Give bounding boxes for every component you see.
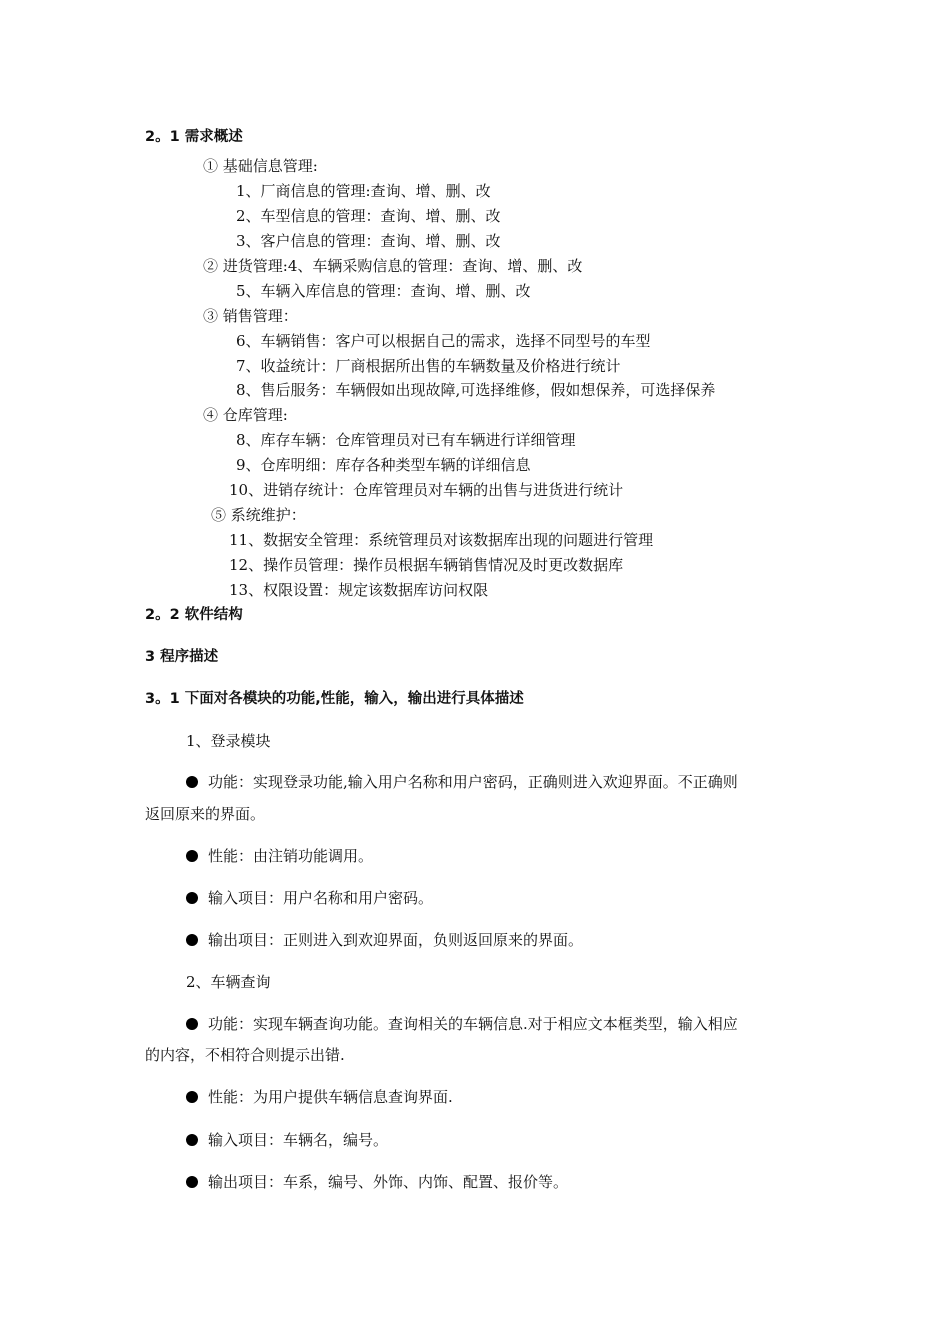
list-item: 3、客户信息的管理：查询、增、删、改	[236, 232, 501, 250]
list-item: 12、操作员管理：操作员根据车辆销售情况及时更改数据库	[229, 556, 624, 574]
bullet-icon	[186, 776, 198, 788]
paragraph-continuation: 返回原来的界面。	[145, 805, 266, 823]
bullet-function	[186, 1014, 738, 1034]
bullet-icon	[186, 1134, 198, 1146]
list-item: 2、车型信息的管理：查询、增、删、改	[236, 207, 501, 225]
group-sales: ③ 销售管理：	[203, 307, 298, 325]
bullet-icon	[186, 892, 198, 904]
section-heading-2-2: 2。2 软件结构	[145, 607, 243, 623]
list-item: 13、权限设置：规定该数据库访问权限	[229, 581, 489, 599]
bullet-performance	[186, 846, 373, 866]
bullet-text: 输入项目：用户名称和用户密码。	[208, 889, 434, 907]
bullet-text: 性能：由注销功能调用。	[208, 847, 374, 865]
bullet-text: 功能：实现车辆查询功能。查询相关的车辆信息.对于相应文本框类型，输入相应	[208, 1015, 738, 1033]
list-item: 5、车辆入库信息的管理：查询、增、删、改	[236, 282, 531, 300]
bullet-input	[186, 1130, 388, 1150]
section-heading-2-1: 2。1 需求概述	[145, 129, 243, 145]
list-item: 8、售后服务：车辆假如出现故障,可选择维修，假如想保养，可选择保养	[236, 381, 716, 399]
bullet-text: 性能：为用户提供车辆信息查询界面.	[208, 1088, 453, 1106]
bullet-text: 输出项目：正则进入到欢迎界面，负则返回原来的界面。	[208, 931, 584, 949]
section-heading-3-1: 3。1 下面对各模块的功能,性能，输入，输出进行具体描述	[145, 691, 524, 707]
bullet-performance	[186, 1087, 453, 1107]
bullet-text: 输入项目：车辆名，编号。	[208, 1131, 389, 1149]
group-purchase: ② 进货管理:4、车辆采购信息的管理：查询、增、删、改	[203, 257, 583, 275]
group-basic-info: ① 基础信息管理:	[203, 157, 318, 175]
list-item: 7、收益统计：厂商根据所出售的车辆数量及价格进行统计	[236, 357, 621, 375]
bullet-function	[186, 772, 738, 792]
bullet-input	[186, 888, 433, 908]
bullet-icon	[186, 850, 198, 862]
list-item: 9、仓库明细：库存各种类型车辆的详细信息	[236, 456, 531, 474]
bullet-icon	[186, 1018, 198, 1030]
paragraph-continuation: 的内容，不相符合则提示出错.	[145, 1046, 345, 1064]
group-maintenance: ⑤ 系统维护：	[211, 506, 306, 524]
bullet-icon	[186, 934, 198, 946]
bullet-text: 输出项目：车系，编号、外饰、内饰、配置、报价等。	[208, 1173, 569, 1191]
list-item: 11、数据安全管理：系统管理员对该数据库出现的问题进行管理	[229, 531, 654, 549]
bullet-text: 功能：实现登录功能,输入用户名称和用户密码，正确则进入欢迎界面。不正确则	[208, 773, 738, 791]
bullet-output	[186, 930, 583, 950]
bullet-output	[186, 1172, 568, 1192]
bullet-icon	[186, 1091, 198, 1103]
module-title-login: 1、登录模块	[186, 732, 271, 750]
list-item: 8、库存车辆：仓库管理员对已有车辆进行详细管理	[236, 431, 576, 449]
module-title-vehicle-query: 2、车辆查询	[186, 973, 271, 991]
group-warehouse: ④ 仓库管理:	[203, 406, 288, 424]
bullet-icon	[186, 1176, 198, 1188]
list-item: 1、厂商信息的管理:查询、增、删、改	[236, 182, 491, 200]
list-item: 10、进销存统计：仓库管理员对车辆的出售与进货进行统计	[229, 481, 624, 499]
section-heading-3: 3 程序描述	[145, 649, 219, 665]
list-item: 6、车辆销售：客户可以根据自己的需求，选择不同型号的车型	[236, 332, 651, 350]
